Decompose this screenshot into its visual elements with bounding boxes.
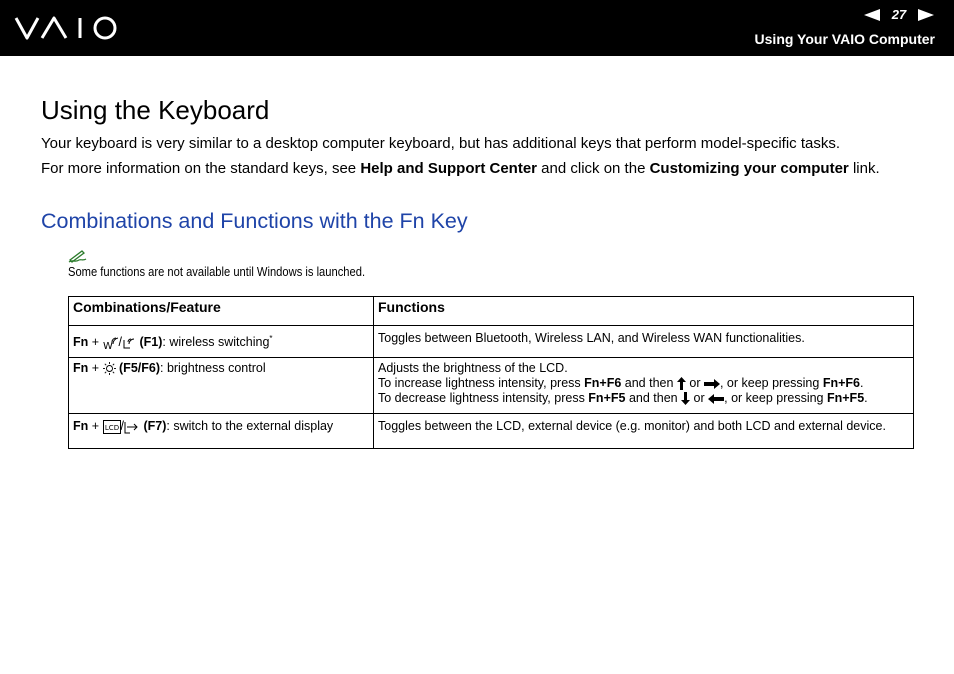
page-title: Using the Keyboard xyxy=(41,95,270,125)
arrow-left-icon xyxy=(708,394,724,404)
bluetooth-icon xyxy=(122,336,136,350)
external-display-icon xyxy=(124,420,140,434)
table-row xyxy=(69,326,914,358)
previous-page-icon[interactable] xyxy=(864,9,880,21)
vaio-logo xyxy=(14,15,120,41)
lcd-icon xyxy=(103,420,121,434)
arrow-down-icon xyxy=(681,392,690,405)
page-navigation xyxy=(864,7,934,22)
feature-cell: Fn + LCD / (F7): switch to the external display xyxy=(69,414,374,449)
arrow-right-icon xyxy=(704,379,720,389)
help-link[interactable]: Help and Support Center xyxy=(360,160,538,177)
column-header: Functions xyxy=(374,297,914,326)
svg-text:W: W xyxy=(102,340,113,350)
feature-cell: Fn + W / (F1): wireless switching* xyxy=(69,326,374,358)
table-header-row xyxy=(69,297,914,326)
page-header xyxy=(0,0,954,56)
function-cell: Toggles between Bluetooth, Wireless LAN, and Wireless WAN functionalities. xyxy=(374,326,914,358)
fn-key-table xyxy=(68,296,914,449)
section-subtitle: Combinations and Functions with the Fn Key xyxy=(41,209,468,233)
function-cell: Toggles between the LCD, external device (e.g. monitor) and both LCD and external device. xyxy=(374,414,914,449)
customizing-link[interactable]: Customizing your computer xyxy=(649,160,849,177)
feature-cell: Fn + (F5/F6): brightness control xyxy=(69,358,374,414)
intro-paragraph: Your keyboard is very similar to a desktop computer keyboard, but has additional keys that perform model-specific tasks. xyxy=(41,135,840,152)
increase-instructions: To increase lightness intensity, press Fn+F6 and then or , or keep pressing Fn+F6. xyxy=(378,376,864,390)
table-row xyxy=(69,358,914,414)
table-row xyxy=(69,414,914,449)
arrow-up-icon xyxy=(677,377,686,390)
function-cell: Adjusts the brightness of the LCD. To increase lightness intensity, press Fn+F6 and then or , or keep pressing Fn+F6. To decrease lightness intensity, press Fn+F5 and then or , or keep pressing Fn+F5. xyxy=(374,358,914,414)
page-number: 27 xyxy=(891,7,907,22)
brightness-icon xyxy=(103,362,116,375)
next-page-icon[interactable] xyxy=(918,9,934,21)
decrease-instructions: To decrease lightness intensity, press Fn+F5 and then or , or keep pressing Fn+F5. xyxy=(378,391,868,405)
note-pencil-icon xyxy=(68,249,88,263)
wireless-icon xyxy=(103,336,119,350)
section-title: Using Your VAIO Computer xyxy=(754,31,935,47)
svg-text:LCD: LCD xyxy=(104,423,119,432)
more-info-paragraph: For more information on the standard keys, see Help and Support Center and click on the Customizing your computer link. xyxy=(41,160,880,177)
column-header: Combinations/Feature xyxy=(69,297,374,326)
note-text: Some functions are not available until Windows is launched. xyxy=(68,264,366,279)
